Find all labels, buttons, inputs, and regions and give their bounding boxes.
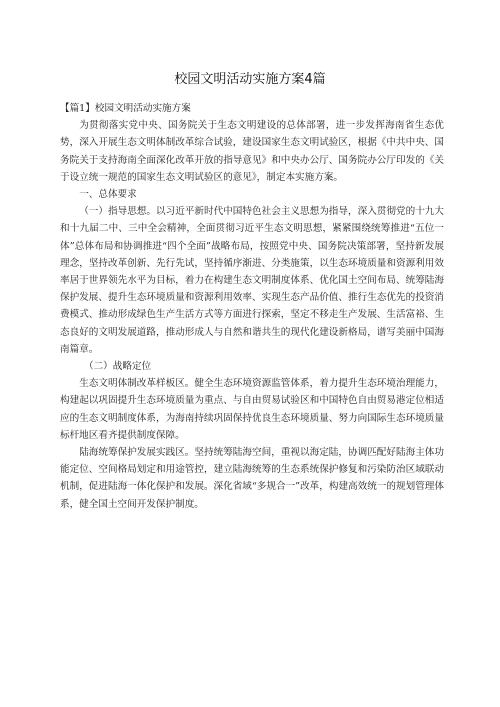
paragraph-land-sea-zone: 陆海统筹保护发展实践区。坚持统筹陆海空间，重视以海定陆，协调匹配好陆海主体功能定位、空间格局划定和用途管控，建立陆海统筹的生态系统保护修复和污染防治区域联动机制，促进陆海一体化保护和发展。深化省域“多规合一”改革，构建高效统一的规划管理体系，健全国土空间开发保护制度。 (60, 447, 444, 510)
paragraph-intro: 为贯彻落实党中央、国务院关于生态文明建设的总体部署，进一步发挥海南省生态优势，深入开展生态文明体制改革综合试验，建设国家生态文明试验区，根据《中共中央、国务院关于支持海南全面深化改革开放的指导意见》和中央办公厅、国务院办公厅印发的《关于设立统一规范的国家生态文明试验区的意见》，制定本实施方案。 (60, 120, 444, 183)
document-title: 校园文明活动实施方案4篇 (174, 72, 326, 87)
section-heading: 【篇1】校园文明活动实施方案 (60, 103, 191, 114)
paragraph-guiding-thought: （一）指导思想。以习近平新时代中国特色社会主义思想为指导，深入贯彻党的十九大和十九届二中、三中全会精神，全面贯彻习近平生态文明思想，紧紧围绕统筹推进“五位一体”总体布局和协调推进“四个全面”战略布局，按照党中央、国务院决策部署，坚持新发展理念，坚持改革创新、先行先试，坚持循序渐进、分类施策，以生态环境质量和资源利用效率居于世界领先水平为目标，着力在构建生态文明制度体系、优化国土空间布局、统筹陆海保护发展、提升生态环境质量和资源利用效率、实现生态产品价值、推行生态优先的投资消费模式、推动形成绿色生产生活方式等方面进行探索，坚定不移走生产发展、生活富裕、生态良好的文明发展道路，推动形成人与自然和谐共生的现代化建设新格局，谱写美丽中国海南篇章。 (60, 206, 444, 355)
document-body (60, 100, 444, 513)
heading-general-requirements: 一、总体要求 (79, 189, 137, 201)
heading-strategic-positioning: （二）战略定位 (84, 361, 152, 373)
paragraph-reform-model-zone: 生态文明体制改革样板区。健全生态环境资源监管体系，着力提升生态环境治理能力，构建起以巩固提升生态环境质量为重点、与自由贸易试验区和中国特色自由贸易港定位相适应的生态文明制度体系，为海南持续巩固保持优良生态环境质量、努力向国际生态环境质量标杆地区看齐提供制度保障。 (60, 378, 444, 441)
